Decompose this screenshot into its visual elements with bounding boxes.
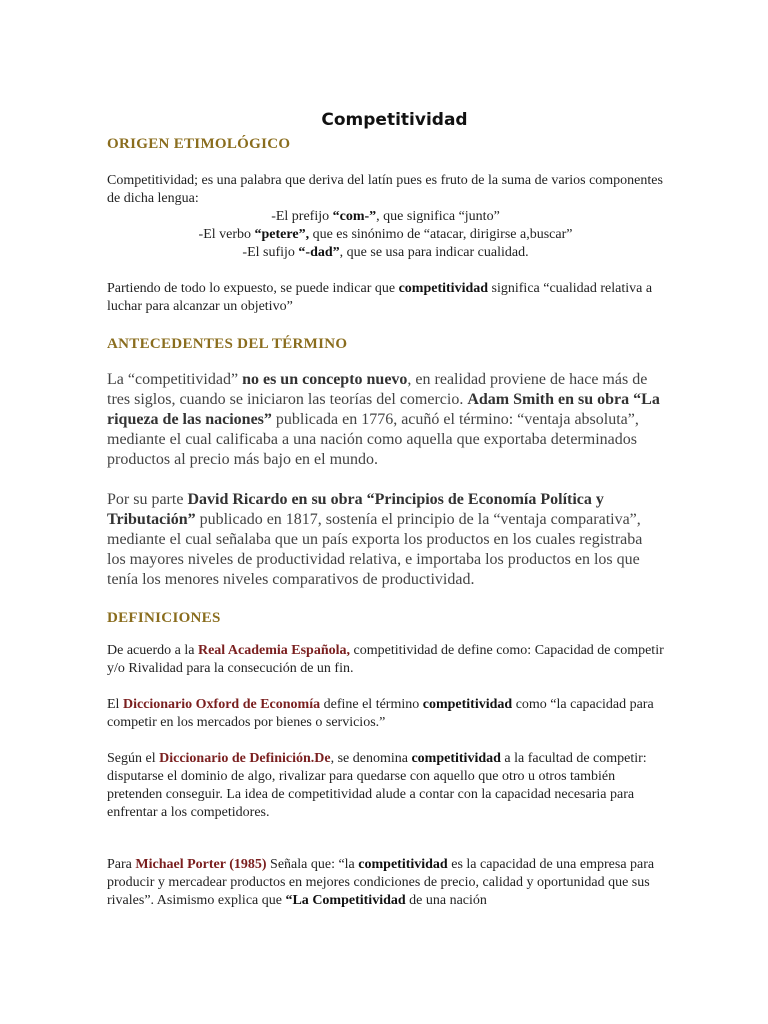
bold-phrase-adam-smith: Adam Smith en su obra “La riqueza de las naciones” <box>107 391 660 428</box>
bold-term-competitividad: competitividad <box>422 697 513 712</box>
heading-definiciones: DEFINICIONES <box>107 610 221 626</box>
text-segment: competitividad de define como: Capacidad de competir y/o Rivalidad para la consecución de un fin. <box>107 643 664 676</box>
source-real-academia: Real Academia Española, <box>197 643 351 658</box>
bold-term-competitividad-capital: Competitividad <box>312 893 406 908</box>
source-michael-porter: Michael Porter (1985) <box>135 857 267 872</box>
text-segment: , que significa “junto” <box>376 209 500 224</box>
bold-term-dad: “-dad” <box>298 245 340 260</box>
text-segment: significa “cualidad relativa a luchar para alcanzar un objetivo” <box>107 281 653 314</box>
text-segment: Según el <box>107 751 160 766</box>
text-segment: , en realidad proviene de hace más de tres siglos, cuando se iniciaron las teorías del comercio. <box>107 371 648 408</box>
text-segment: El <box>107 697 123 712</box>
text-segment: La “competitividad” <box>107 371 243 388</box>
definicion-oxford <box>107 696 664 732</box>
text-segment: , que se usa para indicar cualidad. <box>339 245 529 260</box>
text-segment: publicado en 1817, sostenía el principio de la “ventaja comparativa”, mediante el cual señalaba que un país exporta los productos en los cuales registraba los mayores niveles de productividad relativa, e importaba los productos en los que tenía los menores niveles comparativos de productividad. <box>107 511 643 588</box>
text-segment: define el término <box>320 697 423 712</box>
antecedentes-paragraph-2 <box>107 490 664 590</box>
heading-antecedentes: ANTECEDENTES DEL TÉRMINO <box>107 336 348 352</box>
text-segment: Señala que: “la <box>266 857 359 872</box>
text-segment: que es sinónimo de “atacar, dirigirse a,buscar” <box>309 227 573 242</box>
bold-term-competitividad: competitividad <box>358 857 448 872</box>
text-segment: publicada en 1776, acuñó el término: “ventaja absoluta”, mediante el cual calificaba a una nación como aquella que exportaba determinados productos al precio más bajo en el mundo. <box>107 411 639 468</box>
text-segment: Partiendo de todo lo expuesto, se puede indicar que <box>107 281 399 296</box>
bold-term-competitividad: competitividad <box>411 751 501 766</box>
source-oxford: Diccionario Oxford de Economía <box>122 697 321 712</box>
bold-term-com: “com-” <box>332 209 377 224</box>
definicion-porter <box>107 856 664 910</box>
origen-line-prefijo <box>107 208 664 226</box>
source-definicion-de: Diccionario de Definición.De <box>159 751 331 766</box>
text-segment: -El prefijo <box>271 209 333 224</box>
origen-conclusion-paragraph <box>107 280 664 316</box>
text-segment: a la facultad de competir: disputarse el dominio de algo, rivalizar para quedarse con aquello que otro u otros también pretenden conseguir. La idea de competitividad alude a contar con la capacidad necesaria para enfrentar a los competidores. <box>107 751 647 820</box>
origen-intro-paragraph: Competitividad; es una palabra que deriva del latín pues es fruto de la suma de varios componentes de dicha lengua: <box>107 173 663 206</box>
text-segment: de una nación <box>405 893 487 908</box>
text-segment: , se denomina <box>330 751 412 766</box>
bold-quote-open: “La <box>285 893 309 908</box>
text-segment: Por su parte <box>107 491 188 508</box>
definicion-rae <box>107 642 664 678</box>
bold-term-petere: “petere”, <box>254 227 310 242</box>
antecedentes-paragraph-1 <box>107 370 664 470</box>
text-segment: como “la capacidad para competir en los mercados por bienes o servicios.” <box>107 697 654 730</box>
text-segment: es la capacidad de una empresa para producir y mercadear productos en mejores condiciones de precio, calidad y oportunidad que sus rivales”. Asimismo explica que <box>107 857 655 908</box>
bold-term-competitividad: competitividad <box>398 281 489 296</box>
text-segment: Para <box>107 857 136 872</box>
definicion-definicion-de <box>107 750 664 822</box>
bold-phrase-david-ricardo: David Ricardo en su obra “Principios de Economía Política y Tributación” <box>107 491 604 528</box>
heading-origen-etimologico: ORIGEN ETIMOLÓGICO <box>107 136 291 152</box>
bold-phrase: no es un concepto nuevo <box>242 371 408 388</box>
text-segment: -El sufijo <box>242 245 299 260</box>
text-segment: -El verbo <box>198 227 255 242</box>
origen-line-sufijo <box>107 244 664 262</box>
text-segment: De acuerdo a la <box>107 643 198 658</box>
origen-line-verbo <box>107 226 664 244</box>
page-title: Competitividad <box>321 110 468 130</box>
